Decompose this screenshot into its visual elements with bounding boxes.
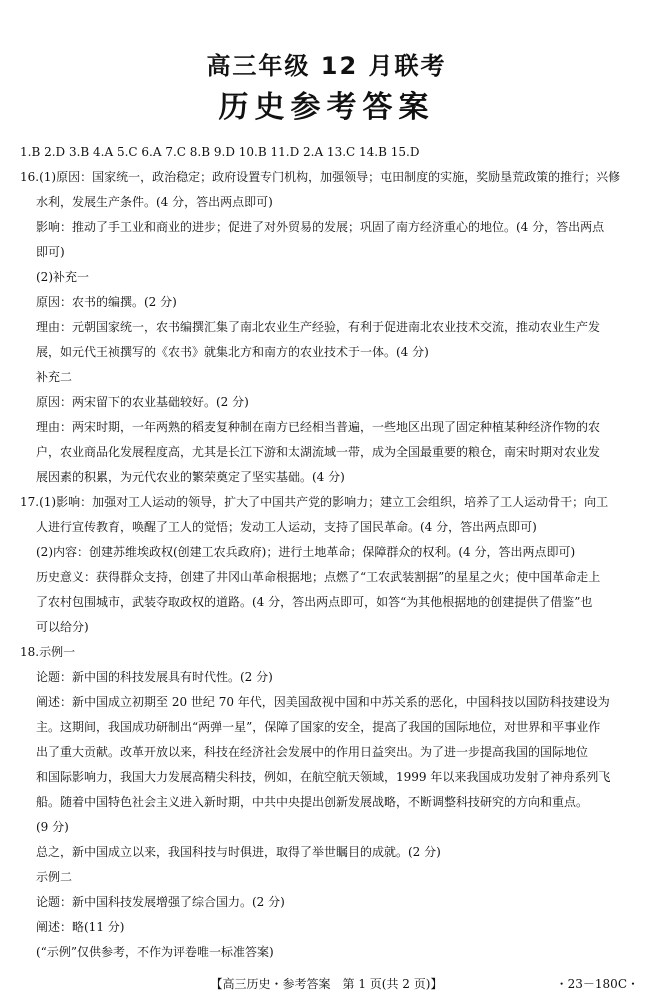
q16-line: (2)补充一 bbox=[36, 270, 89, 284]
q18-line: (9 分) bbox=[36, 820, 69, 834]
q18-line: 总之，新中国成立以来，我国科技与时俱进，取得了举世瞩目的成就。(2 分) bbox=[36, 845, 441, 859]
q16-line: 原因：两宋留下的农业基础较好。(2 分) bbox=[36, 395, 249, 409]
q18-line: 主。这期间，我国成功研制出“两弹一星”，保障了国家的安全，提高了我国的国际地位，对世界和平事业作 bbox=[36, 720, 601, 734]
q18-line: 出了重大贡献。改革开放以来，科技在经济社会发展中的作用日益突出。为了进一步提高我国的国际地位 bbox=[36, 745, 589, 759]
q16-line: 户，农业商品化发展程度高，尤其是长江下游和太湖流域一带，成为全国最重要的粮仓，南宋时期对农业发 bbox=[36, 445, 601, 459]
multiple-choice-answers: 1.B 2.D 3.B 4.A 5.C 6.A 7.C 8.B 9.D 10.B 11.D 2.A 13.C 14.B 15.D bbox=[20, 145, 420, 159]
q18-line: 示例二 bbox=[36, 870, 73, 884]
footer-code: ・23－180C・ bbox=[555, 977, 639, 991]
q18-line: 18.示例一 bbox=[20, 645, 76, 659]
q16-line: 理由：两宋时期，一年两熟的稻麦复种制在南方已经相当普遍，一些地区出现了固定种植某种经济作物的农 bbox=[36, 420, 601, 434]
q18-line: 船。随着中国特色社会主义进入新时期，中共中央提出创新发展战略，不断调整科技研究的方向和重点。 bbox=[36, 795, 589, 809]
q18-line: 论题：新中国科技发展增强了综合国力。(2 分) bbox=[36, 895, 285, 909]
q17-line: 可以给分) bbox=[36, 620, 89, 634]
q17-line: (2)内容：创建苏维埃政权(创建工农兵政府)；进行土地革命；保障群众的权利。(4 分，答出两点即可) bbox=[36, 545, 576, 559]
document-title: 历史参考答案 bbox=[218, 90, 435, 125]
q17-line: 历史意义：获得群众支持，创建了井冈山革命根据地；点燃了“工农武装割据”的星星之火；使中国革命走上 bbox=[36, 570, 601, 584]
q16-line: 16.(1)原因：国家统一，政治稳定；政府设置专门机构，加强领导；屯田制度的实施，奖励垦荒政策的推行；兴修 bbox=[20, 170, 621, 184]
q18-line: 阐述：新中国成立初期至 20 世纪 70 年代，因美国敌视中国和中苏关系的恶化，中国科技以国防科技建设为 bbox=[36, 695, 610, 709]
q16-line: 影响：推动了手工业和商业的进步；促进了对外贸易的发展；巩固了南方经济重心的地位。(4 分，答出两点 bbox=[36, 220, 605, 234]
footer-page-info: 【高三历史・参考答案 第 1 页(共 2 页)】 bbox=[210, 977, 443, 991]
q16-line: 即可) bbox=[36, 245, 65, 259]
q16-line: 理由：元朝国家统一，农书编撰汇集了南北农业生产经验，有利于促进南北农业技术交流，推动农业生产发 bbox=[36, 320, 601, 334]
q16-line: 展，如元代王祯撰写的《农书》就集北方和南方的农业技术于一体。(4 分) bbox=[36, 345, 429, 359]
q16-line: 补充二 bbox=[36, 370, 73, 384]
q16-line: 原因：农书的编撰。(2 分) bbox=[36, 295, 177, 309]
q16-line: 水利，发展生产条件。(4 分，答出两点即可) bbox=[36, 195, 273, 209]
q18-line: 和国际影响力，我国大力发展高精尖科技，例如，在航空航天领域，1999 年以来我国成功发射了神舟系列飞 bbox=[36, 770, 611, 784]
answer-content bbox=[20, 140, 638, 965]
q16-line: 展因素的积累，为元代农业的繁荣奠定了坚实基础。(4 分) bbox=[36, 470, 345, 484]
q18-line: (“示例”仅供参考，不作为评卷唯一标准答案) bbox=[36, 945, 274, 959]
page-footer bbox=[0, 975, 653, 995]
q18-line: 阐述：略(11 分) bbox=[36, 920, 125, 934]
q17-line: 人进行宣传教育，唤醒了工人的觉悟；发动工人运动，支持了国民革命。(4 分，答出两点即可) bbox=[36, 520, 537, 534]
exam-title: 高三年级 12 月联考 bbox=[206, 52, 447, 80]
q18-line: 论题：新中国的科技发展具有时代性。(2 分) bbox=[36, 670, 273, 684]
q17-line: 了农村包围城市，武装夺取政权的道路。(4 分，答出两点即可，如答“为其他根据地的创建提供了借鉴”也 bbox=[36, 595, 593, 609]
q17-line: 17.(1)影响：加强对工人运动的领导，扩大了中国共产党的影响力；建立工会组织，培养了工人运动骨干；向工 bbox=[20, 495, 609, 509]
